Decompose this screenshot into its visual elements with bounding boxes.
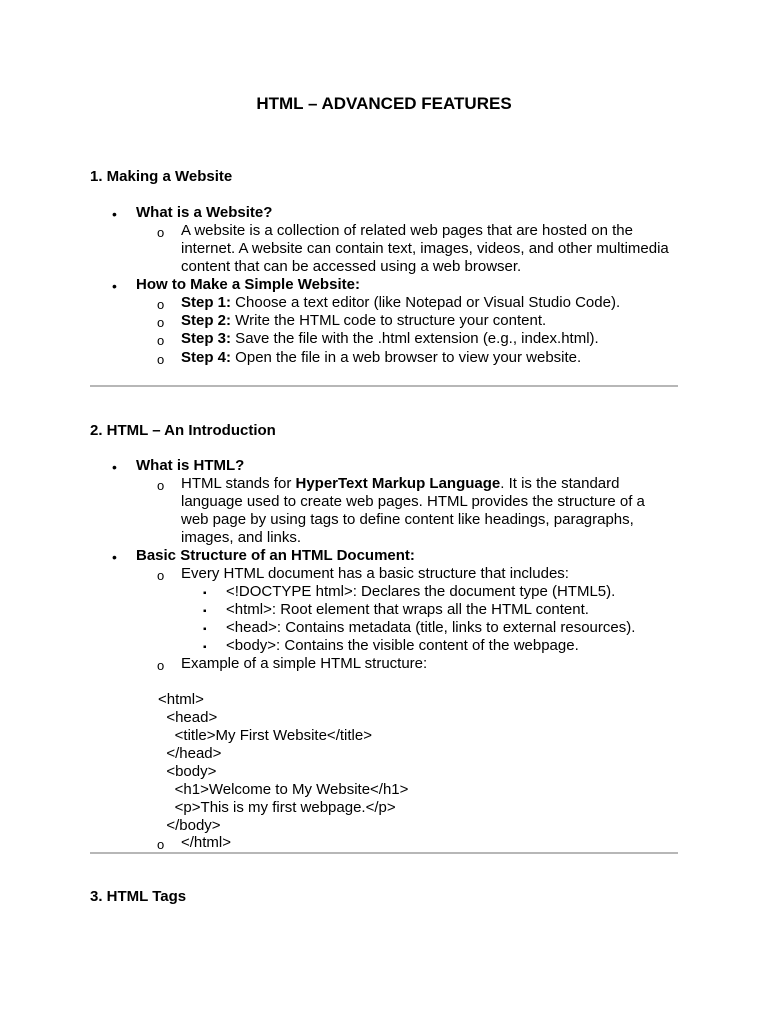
html-definition-line-3: web page by using tags to define content like headings, paragraphs, [181,511,634,528]
sub-bullet: o [157,478,165,493]
step-3-label: Step 3: [181,330,232,347]
step-3-text: Save the file with the .html extension (e.g., index.html). [231,330,599,347]
code-line: <html> [158,691,204,708]
website-definition-line-2: internet. A website can contain text, images, videos, and other multimedia [181,240,669,257]
bullet: • [112,278,117,294]
bullet: • [112,549,117,565]
question-what-is-a-website: What is a Website? [136,204,273,221]
code-line: </body> [158,817,221,834]
question-what-is-html: What is HTML? [136,457,245,474]
question-how-to-make-website: How to Make a Simple Website: [136,276,360,293]
website-definition-line-1: A website is a collection of related web pages that are hosted on the [181,222,633,239]
step-2-text: Write the HTML code to structure your content. [231,312,547,329]
website-definition-line-3: content that can be accessed using a web browser. [181,258,522,275]
sub-bullet: o [157,225,165,240]
square-bullet: ▪ [203,642,207,653]
code-line-last: </html> [181,834,232,851]
html-definition-line-1 [181,475,619,493]
html-definition-line-2: language used to create web pages. HTML provides the structure of a [181,493,645,510]
code-line: <p>This is my first webpage.</p> [158,799,396,816]
bullet: • [112,459,117,475]
code-line: <head> [158,709,218,726]
square-bullet: ▪ [203,588,207,599]
html-definition-line-4: images, and links. [181,529,302,546]
structure-item-doctype: <!DOCTYPE html>: Declares the document type (HTML5). [226,583,616,600]
question-basic-structure: Basic Structure of an HTML Document: [136,547,415,564]
code-line: <body> [158,763,217,780]
step-4 [181,349,581,367]
html-definition-post: . It is the standard [500,475,620,492]
section-heading-html-introduction: 2. HTML – An Introduction [90,422,276,439]
sub-bullet: o [157,658,165,673]
sub-bullet: o [157,352,165,367]
structure-item-body: <body>: Contains the visible content of the webpage. [226,637,579,654]
divider [90,852,678,854]
sub-bullet: o [157,837,165,852]
step-1-text: Choose a text editor (like Notepad or Visual Studio Code). [231,294,621,311]
html-definition-pre: HTML stands for [181,475,296,492]
structure-item-html: <html>: Root element that wraps all the HTML content. [226,601,589,618]
section-heading-making-a-website: 1. Making a Website [90,168,233,185]
divider [90,385,678,387]
page-title: HTML – ADVANCED FEATURES [256,94,512,113]
structure-item-head: <head>: Contains metadata (title, links to external resources). [226,619,636,636]
sub-bullet: o [157,297,165,312]
step-4-text: Open the file in a web browser to view your website. [231,349,582,366]
bullet: • [112,206,117,222]
square-bullet: ▪ [203,606,207,617]
code-line: <h1>Welcome to My Website</h1> [158,781,409,798]
sub-bullet: o [157,568,165,583]
code-line: </head> [158,745,222,762]
square-bullet: ▪ [203,624,207,635]
code-line: <title>My First Website</title> [158,727,372,744]
step-1 [181,294,620,312]
step-2 [181,312,546,330]
step-1-label: Step 1: [181,294,232,311]
sub-bullet: o [157,333,165,348]
sub-bullet: o [157,315,165,330]
step-4-label: Step 4: [181,349,232,366]
html-acronym-expansion: HyperText Markup Language [295,475,501,492]
example-label: Example of a simple HTML structure: [181,655,428,672]
step-2-label: Step 2: [181,312,232,329]
step-3 [181,330,599,348]
structure-intro: Every HTML document has a basic structure that includes: [181,565,569,582]
section-heading-html-tags: 3. HTML Tags [90,888,187,905]
